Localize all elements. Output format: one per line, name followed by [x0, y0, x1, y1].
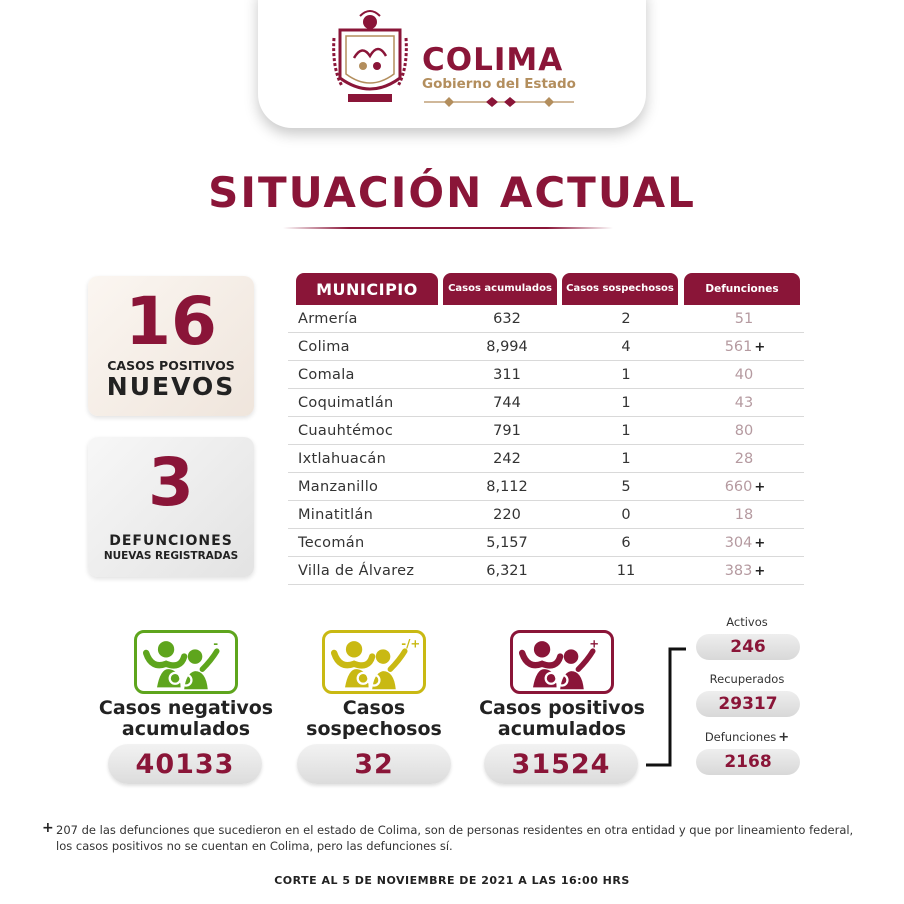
positive-cases-value: 31524 [484, 744, 638, 784]
activos-value: 246 [696, 634, 800, 660]
cell-casos-acumulados-text: 791 [493, 422, 521, 439]
cell-defunciones-text: 43 [734, 394, 754, 411]
cell-defunciones [686, 311, 804, 327]
table-row [288, 557, 804, 585]
state-seal-logo [330, 8, 410, 108]
column-header-casos-acumulados: Casos acumulados [443, 273, 557, 305]
cell-defunciones-text: 28 [734, 450, 754, 467]
cutoff-date: CORTE AL 5 DE NOVIEMBRE DE 2021 A LAS 16:00 HRS [274, 874, 630, 887]
new-cases-label-2: NUEVOS [106, 372, 236, 401]
cell-casos-sospechosos [566, 563, 686, 579]
footnote-mark: + [42, 820, 54, 836]
suspected-cases-icon [322, 630, 426, 694]
positive-cases-icon [510, 630, 614, 694]
cell-municipio-text: Cuauhtémoc [298, 422, 394, 439]
suspected-cases-label [274, 698, 474, 740]
table-row [288, 305, 804, 333]
cell-casos-acumulados-text: 311 [493, 366, 521, 383]
cell-casos-acumulados [448, 535, 566, 551]
cell-defunciones-text: 561 [724, 338, 753, 355]
cell-defunciones [686, 423, 804, 439]
cell-casos-acumulados-text: 220 [493, 506, 521, 523]
cell-municipio [288, 367, 448, 383]
new-deaths-label-1: DEFUNCIONES [109, 533, 233, 549]
table-row [288, 417, 804, 445]
brand-name: COLIMA [422, 42, 564, 78]
positive-cases-label [462, 698, 662, 740]
table-row [288, 501, 804, 529]
cell-defunciones [686, 507, 804, 523]
people-group-icon [325, 633, 423, 691]
cell-casos-sospechosos-text: 5 [621, 478, 631, 495]
defunciones-label-text: Defunciones [704, 730, 777, 744]
cell-casos-sospechosos [566, 367, 686, 383]
ornament-icon [424, 96, 574, 108]
cell-casos-acumulados-text: 8,112 [486, 478, 528, 495]
new-cases-card [88, 276, 254, 416]
cell-casos-acumulados [448, 339, 566, 355]
cell-casos-sospechosos-text: 4 [621, 338, 631, 355]
bracket-divider [646, 646, 686, 768]
cell-casos-sospechosos-text: 1 [621, 366, 631, 383]
cell-casos-acumulados [448, 507, 566, 523]
cell-casos-acumulados [448, 423, 566, 439]
cell-defunciones [686, 563, 804, 579]
cell-municipio [288, 423, 448, 439]
defunciones-label [694, 730, 800, 745]
cell-municipio [288, 479, 448, 495]
cell-casos-acumulados [448, 311, 566, 327]
new-cases-label-1: CASOS POSITIVOS [107, 358, 235, 373]
new-deaths-number: 3 [148, 444, 194, 521]
cell-defunciones [686, 479, 804, 495]
cell-casos-acumulados-text: 242 [493, 450, 521, 467]
negative-cases-label [86, 698, 286, 740]
cell-casos-sospechosos-text: 1 [621, 450, 631, 467]
cell-defunciones [686, 451, 804, 467]
suspected-cases-value: 32 [297, 744, 451, 784]
cell-municipio-text: Armería [298, 310, 358, 327]
cell-municipio-text: Comala [298, 366, 355, 383]
cell-casos-acumulados [448, 395, 566, 411]
cell-defunciones-text: 80 [734, 422, 754, 439]
cell-defunciones [686, 535, 804, 551]
recuperados-value: 29317 [696, 691, 800, 717]
suspected-cases-label-2: sospechosos [306, 718, 442, 740]
people-group-icon [513, 633, 611, 691]
table-body [288, 305, 804, 585]
new-deaths-card [88, 437, 254, 577]
people-group-icon [137, 633, 235, 691]
new-deaths-label-2: NUEVAS REGISTRADAS [103, 550, 239, 562]
cell-defunciones-text: 40 [734, 366, 754, 383]
cell-municipio-text: Colima [298, 338, 350, 355]
cell-casos-sospechosos [566, 423, 686, 439]
positive-cases-label-1: Casos positivos [479, 697, 645, 719]
column-header-casos-sospechosos: Casos sospechosos [562, 273, 678, 305]
activos-label: Activos [726, 615, 768, 629]
negative-cases-icon [134, 630, 238, 694]
cell-municipio [288, 339, 448, 355]
table-row [288, 445, 804, 473]
sign-label: -/+ [401, 636, 421, 651]
table-row [288, 473, 804, 501]
page-title: SITUACIÓN ACTUAL [208, 168, 696, 217]
cell-casos-sospechosos-text: 1 [621, 422, 631, 439]
cell-casos-sospechosos-text: 6 [621, 534, 631, 551]
cell-defunciones-text: 304 [724, 534, 753, 551]
resident-elsewhere-mark: + [754, 563, 766, 579]
cell-casos-sospechosos [566, 479, 686, 495]
cell-municipio [288, 451, 448, 467]
cell-defunciones [686, 367, 804, 383]
cell-defunciones-text: 383 [724, 562, 753, 579]
defunciones-value: 2168 [696, 749, 800, 775]
cell-municipio [288, 535, 448, 551]
cell-casos-acumulados-text: 6,321 [486, 562, 528, 579]
negative-cases-label-2: acumulados [121, 718, 251, 740]
cell-municipio-text: Villa de Álvarez [298, 562, 415, 579]
cell-casos-sospechosos [566, 395, 686, 411]
cell-defunciones-text: 660 [724, 478, 753, 495]
municipality-table [288, 273, 804, 585]
title-divider [283, 227, 613, 229]
cell-casos-acumulados-text: 5,157 [486, 534, 528, 551]
cell-municipio-text: Tecomán [298, 534, 365, 551]
table-row [288, 529, 804, 557]
new-cases-number: 16 [125, 283, 217, 360]
cell-municipio-text: Coquimatlán [298, 394, 394, 411]
cell-municipio [288, 563, 448, 579]
column-header-municipio: MUNICIPIO [296, 273, 438, 305]
negative-cases-value: 40133 [108, 744, 262, 784]
cell-municipio-text: Manzanillo [298, 478, 379, 495]
brand-subtitle: Gobierno del Estado [422, 76, 576, 92]
negative-cases-label-1: Casos negativos [98, 697, 274, 719]
table-header-row [288, 273, 804, 305]
cell-casos-sospechosos-text: 11 [616, 562, 636, 579]
cell-municipio [288, 507, 448, 523]
cell-casos-sospechosos-text: 2 [621, 310, 631, 327]
suspected-cases-label-1: Casos [342, 697, 406, 719]
cell-defunciones [686, 395, 804, 411]
cell-casos-acumulados [448, 479, 566, 495]
sign-label: - [213, 636, 219, 651]
cell-municipio-text: Ixtlahuacán [298, 450, 387, 467]
resident-elsewhere-mark: + [754, 479, 766, 495]
footnote [42, 822, 872, 854]
cell-casos-sospechosos-text: 0 [621, 506, 631, 523]
cell-defunciones-text: 18 [734, 506, 754, 523]
cell-casos-sospechosos [566, 339, 686, 355]
cell-casos-acumulados-text: 632 [493, 310, 521, 327]
positive-cases-label-2: acumulados [497, 718, 627, 740]
cell-casos-acumulados-text: 744 [493, 394, 521, 411]
cell-defunciones-text: 51 [734, 310, 754, 327]
cell-casos-sospechosos [566, 507, 686, 523]
recuperados-label: Recuperados [709, 672, 785, 686]
sign-label: + [589, 636, 600, 651]
table-row [288, 333, 804, 361]
cell-casos-sospechosos-text: 1 [621, 394, 631, 411]
cell-municipio [288, 395, 448, 411]
cell-casos-acumulados-text: 8,994 [486, 338, 528, 355]
cell-casos-acumulados [448, 367, 566, 383]
defunciones-plus-mark: + [778, 730, 790, 745]
cell-casos-acumulados [448, 451, 566, 467]
cell-municipio-text: Minatitlán [298, 506, 374, 523]
table-row [288, 361, 804, 389]
resident-elsewhere-mark: + [754, 339, 766, 355]
cell-municipio [288, 311, 448, 327]
cell-casos-sospechosos [566, 311, 686, 327]
footnote-text: 207 de las defunciones que sucedieron en el estado de Colima, son de personas residentes en otra entidad y que por lineamiento federal, los casos positivos no se cuentan en Colima, pero las defunciones sí. [56, 823, 854, 853]
cell-defunciones [686, 339, 804, 355]
cell-casos-sospechosos [566, 535, 686, 551]
table-row [288, 389, 804, 417]
column-header-defunciones: Defunciones [684, 273, 800, 305]
cell-casos-acumulados [448, 563, 566, 579]
cell-casos-sospechosos [566, 451, 686, 467]
resident-elsewhere-mark: + [754, 535, 766, 551]
header-card [258, 0, 646, 128]
